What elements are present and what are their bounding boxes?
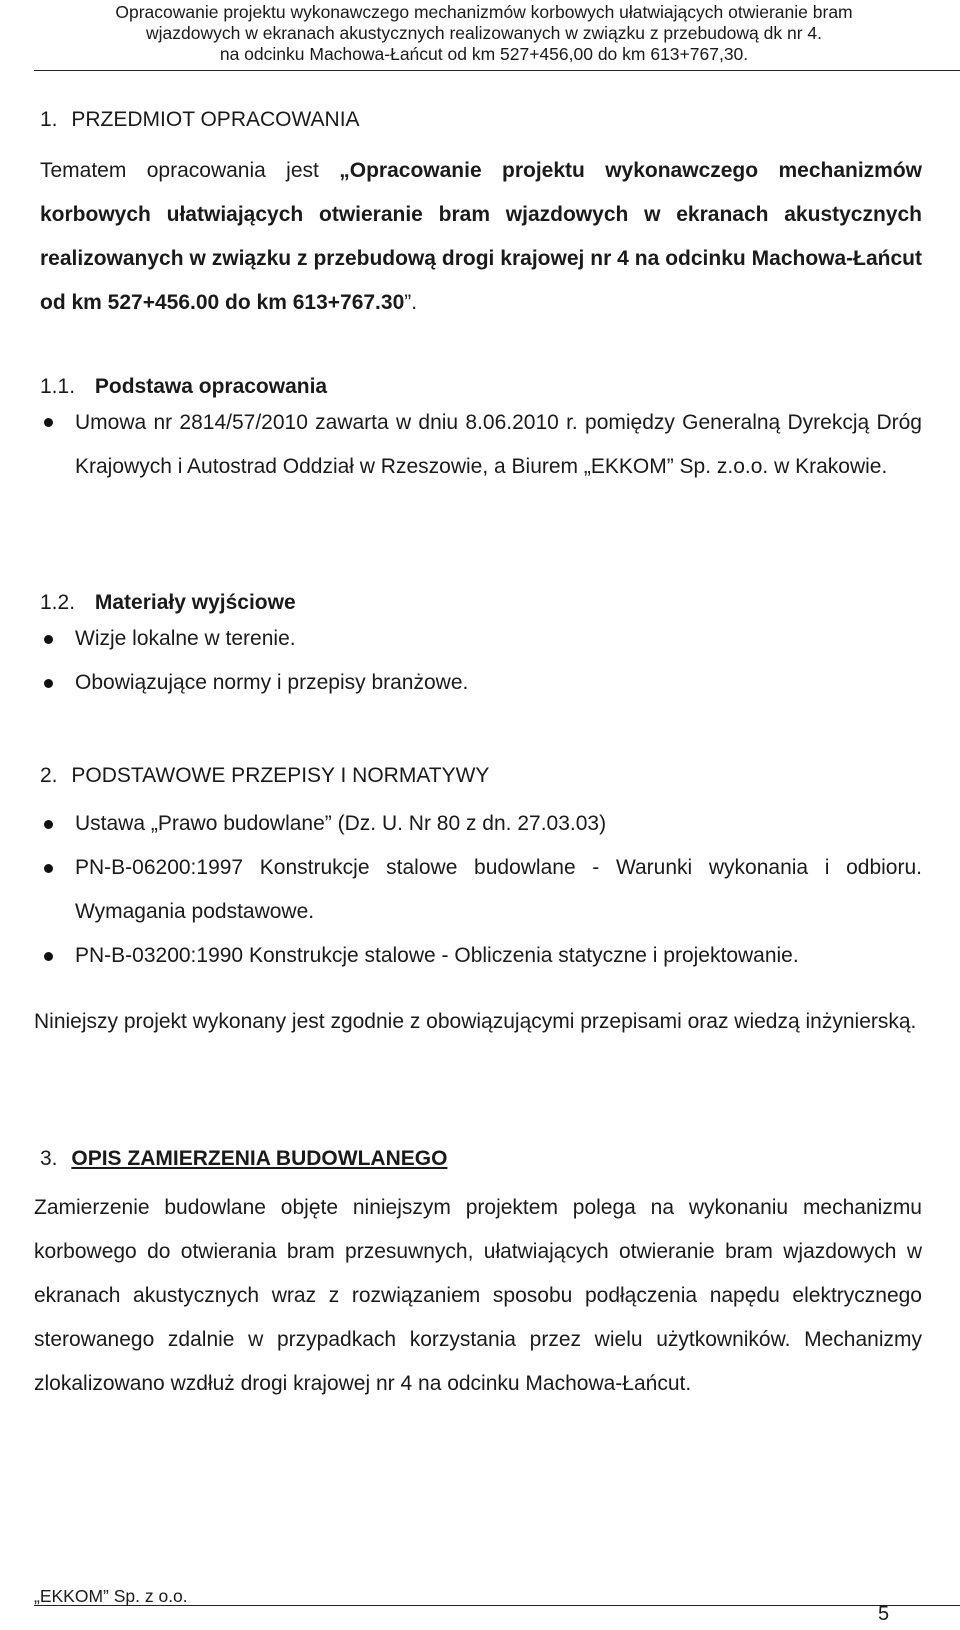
section-3-paragraph: Zamierzenie budowlane objęte niniejszym projektem polega na wykonaniu mechanizmu korbowego do otwierania bram przesuwnych, ułatwiających otwieranie bram wjazdowych w ekranach akustycznych wraz z rozwiązaniem sposobu podłączenia napędu elektrycznego sterowanego zdalnie w przypadkach korzystania przez wielu użytkowników. Mechanizmy zlokalizowano wzdłuż drogi krajowej nr 4 na odcinku Machowa-Łańcut. xyxy=(34,1196,922,1395)
section-2-title: PODSTAWOWE PRZEPISY I NORMATYWY xyxy=(71,764,490,787)
section-2-heading xyxy=(40,763,489,789)
section-1-title: PRZEDMIOT OPRACOWANIA xyxy=(71,108,360,131)
header-line-1: Opracowanie projektu wykonawczego mechanizmów korbowych ułatwiających otwieranie bram xyxy=(115,2,853,22)
section-1-1-number: 1.1. xyxy=(40,375,76,398)
section-1-number: 1. xyxy=(40,108,58,131)
header-line-2: wjazdowych w ekranach akustycznych realizowanych w związku z przebudową dk nr 4. xyxy=(146,23,822,43)
section-1-subject: „Opracowanie projektu wykonawczego mechanizmów korbowych ułatwiających otwieranie bram wjazdowych w ekranach akustycznych realizowanych w związku z przebudową drogi krajowej nr 4 na odcinku Machowa-Łańcut od km 527+456.00 do km 613+767.30 xyxy=(40,159,922,314)
basis-item-1: Umowa nr 2814/57/2010 zawarta w dniu 8.06.2010 r. pomiędzy Generalną Dyrekcją Dróg Krajowych i Autostrad Oddział w Rzeszowie, a Biurem „EKKOM” Sp. z.o.o. w Krakowie. xyxy=(75,411,922,478)
section-3-number: 3. xyxy=(40,1147,58,1170)
footer-company: „EKKOM” Sp. z o.o. xyxy=(34,1586,188,1606)
section-1-2-title: Materiały wyjściowe xyxy=(94,591,296,614)
section-1-1-heading xyxy=(40,374,327,400)
materials-item-2: Obowiązujące normy i przepisy branżowe. xyxy=(75,671,469,694)
section-2-number: 2. xyxy=(40,764,58,787)
header-line-3: na odcinku Machowa-Łańcut od km 527+456,00 do km 613+767,30. xyxy=(219,44,749,64)
bullet-icon xyxy=(44,418,53,427)
section-1-end: ”. xyxy=(404,291,418,314)
bullet-icon xyxy=(44,864,53,873)
materials-item-1: Wizje lokalne w terenie. xyxy=(75,627,296,650)
section-1-heading xyxy=(40,107,360,133)
page-number: 5 xyxy=(878,1603,890,1625)
bullet-icon xyxy=(44,820,53,829)
regulation-item-2: PN-B-06200:1997 Konstrukcje stalowe budowlane - Warunki wykonania i odbioru. Wymagania podstawowe. xyxy=(75,856,922,923)
section-1-paragraph xyxy=(40,149,922,325)
regulation-item-1: Ustawa „Prawo budowlane” (Dz. U. Nr 80 z dn. 27.03.03) xyxy=(75,812,607,835)
bullet-icon xyxy=(44,952,53,961)
running-header xyxy=(34,2,934,65)
section-2-closing: Niniejszy projekt wykonany jest zgodnie z obowiązującymi przepisami oraz wiedzą inżynierską. xyxy=(34,1010,917,1033)
regulation-item-3: PN-B-03200:1990 Konstrukcje stalowe - Obliczenia statyczne i projektowanie. xyxy=(75,944,799,967)
section-1-intro: Tematem opracowania jest xyxy=(40,159,340,182)
section-1-2-heading xyxy=(40,590,296,616)
section-1-1-title: Podstawa opracowania xyxy=(94,375,328,398)
section-1-2-number: 1.2. xyxy=(40,591,76,614)
bullet-icon xyxy=(44,635,53,644)
header-rule xyxy=(34,70,960,71)
section-3-heading xyxy=(40,1146,447,1172)
bullet-icon xyxy=(44,679,53,688)
section-3-title: OPIS ZAMIERZENIA BUDOWLANEGO xyxy=(71,1147,448,1170)
